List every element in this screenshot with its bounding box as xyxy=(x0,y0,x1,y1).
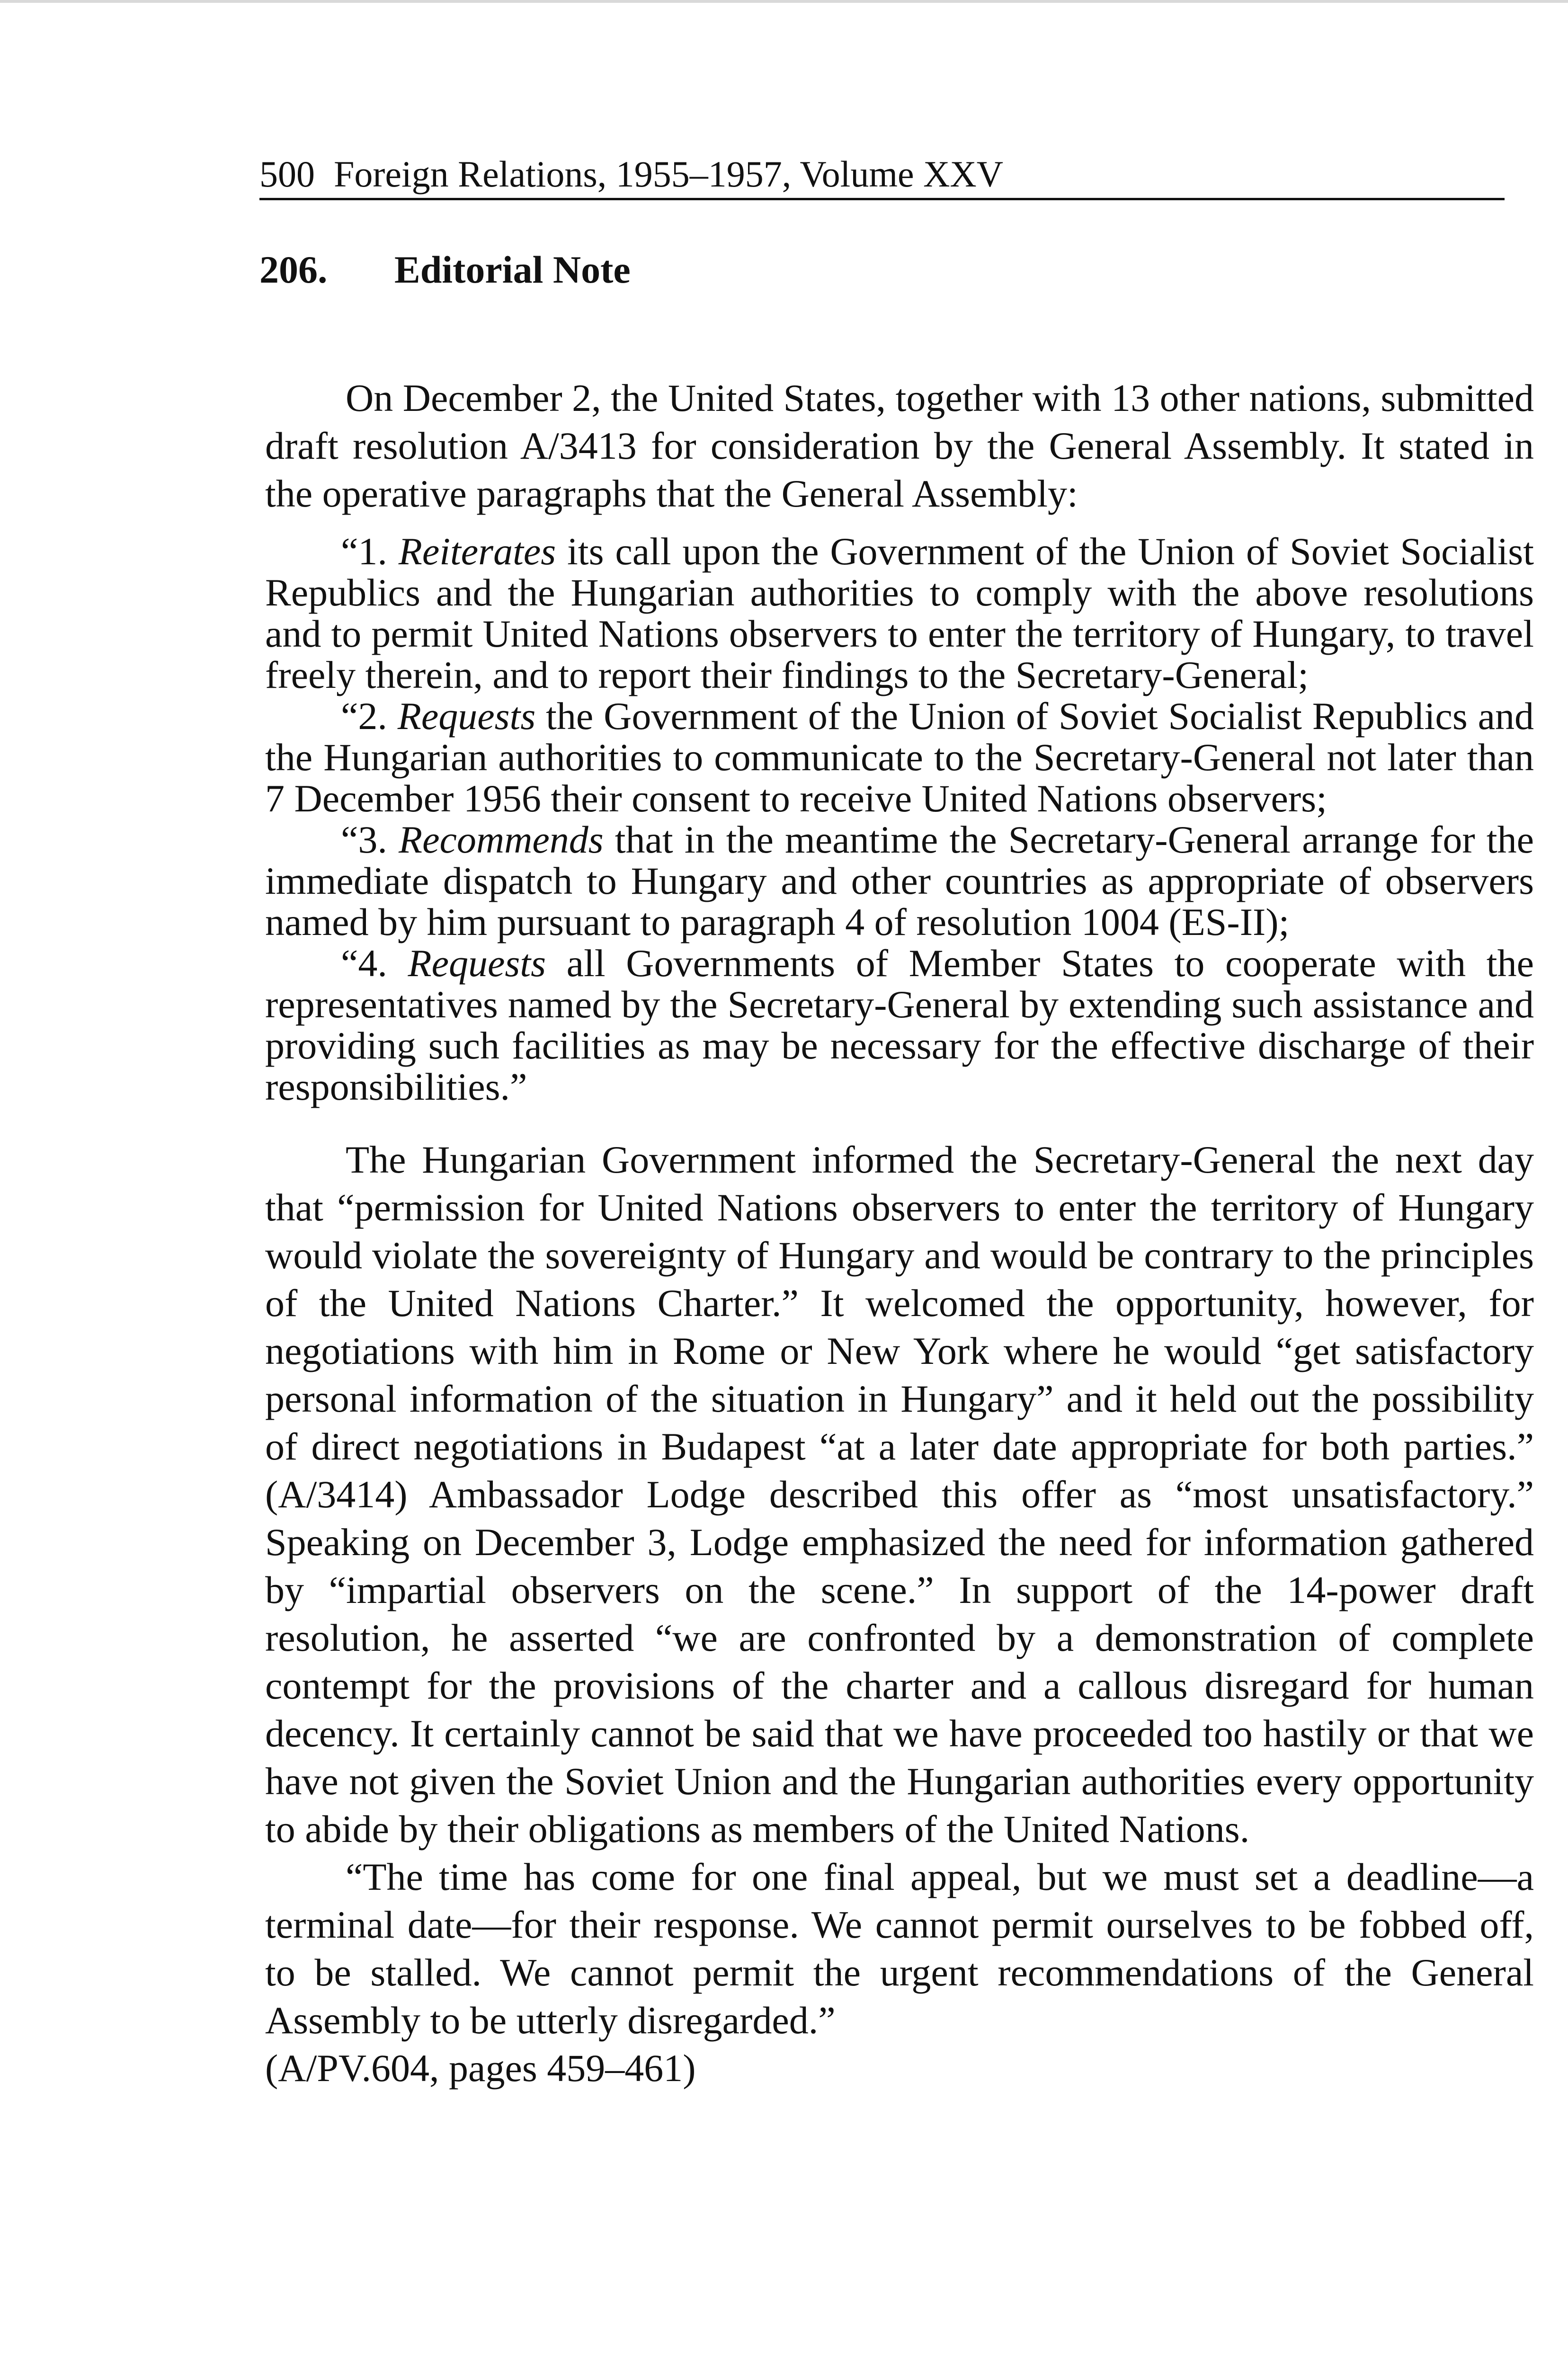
resolution-paragraph xyxy=(265,943,1534,1107)
resolution-quote xyxy=(265,531,1534,1107)
final-appeal-paragraph: “The time has come for one final appeal, but we must set a deadline—a terminal date—for their response. We cannot permit ourselves to be fobbed off, to be stalled. We cannot permit the urgent recommendations of the General Assembly to be utterly disregarded.” xyxy=(265,1855,1534,2042)
paragraph-lead: “1. xyxy=(341,530,399,573)
paragraph-verb: Recommends xyxy=(399,818,604,861)
resolution-paragraph xyxy=(265,531,1534,695)
running-head xyxy=(259,151,1505,200)
document-number: 206. xyxy=(259,248,328,291)
document-body xyxy=(265,374,1534,2092)
page-number: 500 xyxy=(259,153,315,195)
paragraph-text: that in the meantime the Secretary-General arrange for the immediate dispatch to Hungary and other countries as appropriate of observers named by him pursuant to paragraph 4 of resolution 1004 (ES-II); xyxy=(265,818,1534,943)
paragraph-lead: “2. xyxy=(341,694,398,738)
document-title: Editorial Note xyxy=(394,248,631,291)
resolution-paragraph xyxy=(265,819,1534,943)
series-title: Foreign Relations, 1955–1957, Volume XXV xyxy=(334,153,1004,195)
paragraph-verb: Reiterates xyxy=(398,530,556,573)
intro-paragraph: On December 2, the United States, together with 13 other nations, submitted draft resolution A/3413 for consideration by the General Assembly. It stated in the operative paragraphs that the General Assembly: xyxy=(265,376,1534,515)
scan-top-edge xyxy=(0,0,1568,3)
paragraph-lead: “4. xyxy=(341,942,408,985)
citation: (A/PV.604, pages 459–461) xyxy=(265,2047,696,2090)
hungarian-reply-paragraph: The Hungarian Government informed the Secretary-General the next day that “permission for United Nations observers to enter the territory of Hungary would violate the sovereignty of Hungary and would be contrary to the principles of the United Nations Charter.” It welcomed the opportunity, however, for negotiations with him in Rome or New York where he would “get satisfactory personal information of the situation in Hungary” and it held out the possibility of direct negotiations in Budapest “at a later date appropriate for both parties.” (A/3414) Ambassador Lodge described this offer as “most unsatisfactory.” Speaking on December 3, Lodge emphasized the need for information gathered by “impartial observers on the scene.” In support of the 14-power draft resolution, he asserted “we are confronted by a demonstration of complete contempt for the provisions of the charter and a callous disregard for human decency. It certainly cannot be said that we have proceeded too hastily or that we have not given the Soviet Union and the Hungarian authorities every opportunity to abide by their obligations as members of the United Nations. xyxy=(265,1138,1534,1851)
paragraph-lead: “3. xyxy=(341,818,399,861)
paragraph-text: its call upon the Government of the Union of Soviet Socialist Republics and the Hungarian authorities to comply with the above resolutions and to permit United Nations observers to enter the territory of Hungary, to travel freely therein, and to report their findings to the Secretary-General; xyxy=(265,530,1534,696)
paragraph-verb: Requests xyxy=(408,942,546,985)
document-heading xyxy=(259,246,631,294)
paragraph-verb: Requests xyxy=(397,694,536,738)
paragraph-text: all Governments of Member States to cooperate with the representatives named by the Secretary-General by extending such assistance and providing such facilities as may be necessary for the effective discharge of their responsibilities.” xyxy=(265,942,1534,1108)
resolution-paragraph xyxy=(265,695,1534,819)
paragraph-text: the Government of the Union of Soviet Socialist Republics and the Hungarian authorities to communicate to the Secretary-General not later than 7 December 1956 their consent to receive United Nations observers; xyxy=(265,694,1534,820)
